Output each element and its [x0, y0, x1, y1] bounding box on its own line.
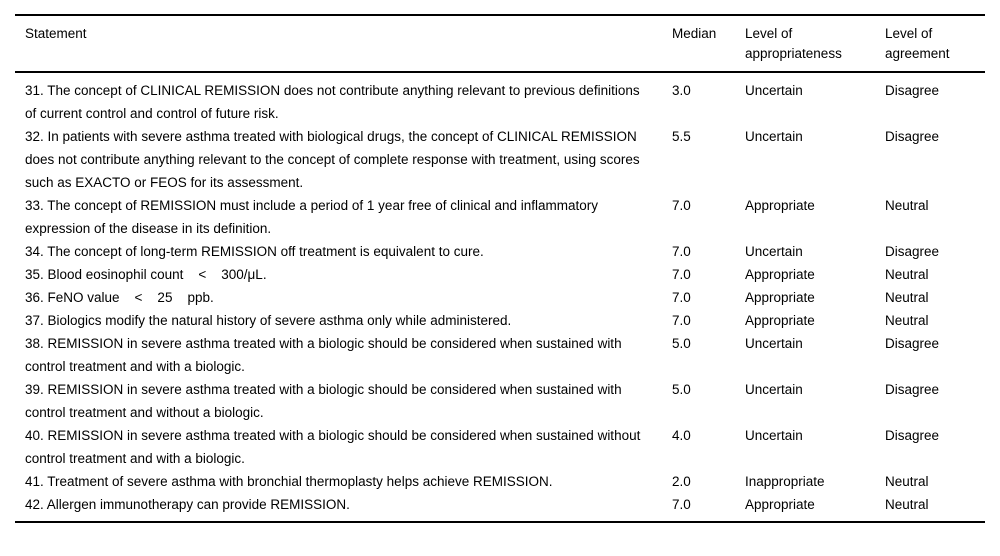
- median-cell: 4.0: [672, 428, 691, 443]
- table-row: [15, 240, 985, 263]
- table-row: [15, 194, 985, 240]
- header-statement: Statement: [25, 26, 87, 41]
- appropriateness-cell: Uncertain: [745, 428, 803, 443]
- table-row: [15, 125, 985, 194]
- agreement-cell: Disagree: [885, 244, 940, 259]
- statement-cell: 41. Treatment of severe asthma with bronchial thermoplasty helps achieve REMISSION.: [25, 474, 553, 489]
- appropriateness-cell: Uncertain: [745, 382, 803, 397]
- appropriateness-cell: Uncertain: [745, 336, 803, 351]
- median-cell: 7.0: [672, 497, 691, 512]
- appropriateness-cell: Appropriate: [745, 497, 815, 512]
- statement-cell: 40. REMISSION in severe asthma treated with a biologic should be considered when sustained without control treatment and with a biologic.: [25, 428, 645, 466]
- median-cell: 5.0: [672, 382, 691, 397]
- median-cell: 7.0: [672, 244, 691, 259]
- table-row: [15, 470, 985, 493]
- statement-cell: 35. Blood eosinophil count < 300/μL.: [25, 267, 267, 282]
- table-row: [15, 424, 985, 470]
- agreement-cell: Neutral: [885, 497, 929, 512]
- table-row: [15, 79, 985, 125]
- table-header-row: [15, 16, 985, 73]
- table-body: [15, 73, 985, 521]
- statement-cell: 42. Allergen immunotherapy can provide REMISSION.: [25, 497, 350, 512]
- median-cell: 7.0: [672, 267, 691, 282]
- header-median: Median: [672, 26, 717, 41]
- median-cell: 7.0: [672, 290, 691, 305]
- median-cell: 7.0: [672, 313, 691, 328]
- table-row: [15, 332, 985, 378]
- statement-cell: 33. The concept of REMISSION must include a period of 1 year free of clinical and inflammatory expression of the disease in its definition.: [25, 198, 602, 236]
- agreement-cell: Disagree: [885, 382, 940, 397]
- agreement-cell: Disagree: [885, 336, 940, 351]
- median-cell: 5.0: [672, 336, 691, 351]
- agreement-cell: Neutral: [885, 290, 929, 305]
- table-row: [15, 286, 985, 309]
- agreement-cell: Neutral: [885, 474, 929, 489]
- appropriateness-cell: Uncertain: [745, 129, 803, 144]
- appropriateness-cell: Inappropriate: [745, 474, 825, 489]
- agreement-cell: Neutral: [885, 198, 929, 213]
- appropriateness-cell: Appropriate: [745, 267, 815, 282]
- statement-cell: 34. The concept of long-term REMISSION off treatment is equivalent to cure.: [25, 244, 484, 259]
- header-agreement: Level of agreement: [885, 26, 950, 61]
- statement-cell: 37. Biologics modify the natural history of severe asthma only while administered.: [25, 313, 512, 328]
- appropriateness-cell: Uncertain: [745, 83, 803, 98]
- statement-cell: 31. The concept of CLINICAL REMISSION does not contribute anything relevant to previous definitions of current control and control of future risk.: [25, 83, 644, 121]
- agreement-cell: Neutral: [885, 313, 929, 328]
- appropriateness-cell: Appropriate: [745, 313, 815, 328]
- statement-cell: 38. REMISSION in severe asthma treated with a biologic should be considered when sustained with control treatment and with a biologic.: [25, 336, 626, 374]
- median-cell: 3.0: [672, 83, 691, 98]
- table-row: [15, 493, 985, 516]
- statement-cell: 32. In patients with severe asthma treated with biological drugs, the concept of CLINICAL REMISSION does not contribute anything relevant to the concept of complete response with treatment, using scores such as EXACTO or FEOS for its assessment.: [25, 129, 644, 190]
- agreement-cell: Disagree: [885, 428, 940, 443]
- median-cell: 5.5: [672, 129, 691, 144]
- appropriateness-cell: Appropriate: [745, 198, 815, 213]
- table-row: [15, 378, 985, 424]
- table-row: [15, 309, 985, 332]
- agreement-cell: Neutral: [885, 267, 929, 282]
- statements-table: [15, 14, 985, 523]
- agreement-cell: Disagree: [885, 83, 940, 98]
- median-cell: 7.0: [672, 198, 691, 213]
- statement-cell: 39. REMISSION in severe asthma treated with a biologic should be considered when sustained with control treatment and without a biologic.: [25, 382, 626, 420]
- statement-cell: 36. FeNO value < 25 ppb.: [25, 290, 214, 305]
- appropriateness-cell: Appropriate: [745, 290, 815, 305]
- median-cell: 2.0: [672, 474, 691, 489]
- table-row: [15, 263, 985, 286]
- agreement-cell: Disagree: [885, 129, 940, 144]
- header-appropriateness: Level of appropriateness: [745, 26, 842, 61]
- appropriateness-cell: Uncertain: [745, 244, 803, 259]
